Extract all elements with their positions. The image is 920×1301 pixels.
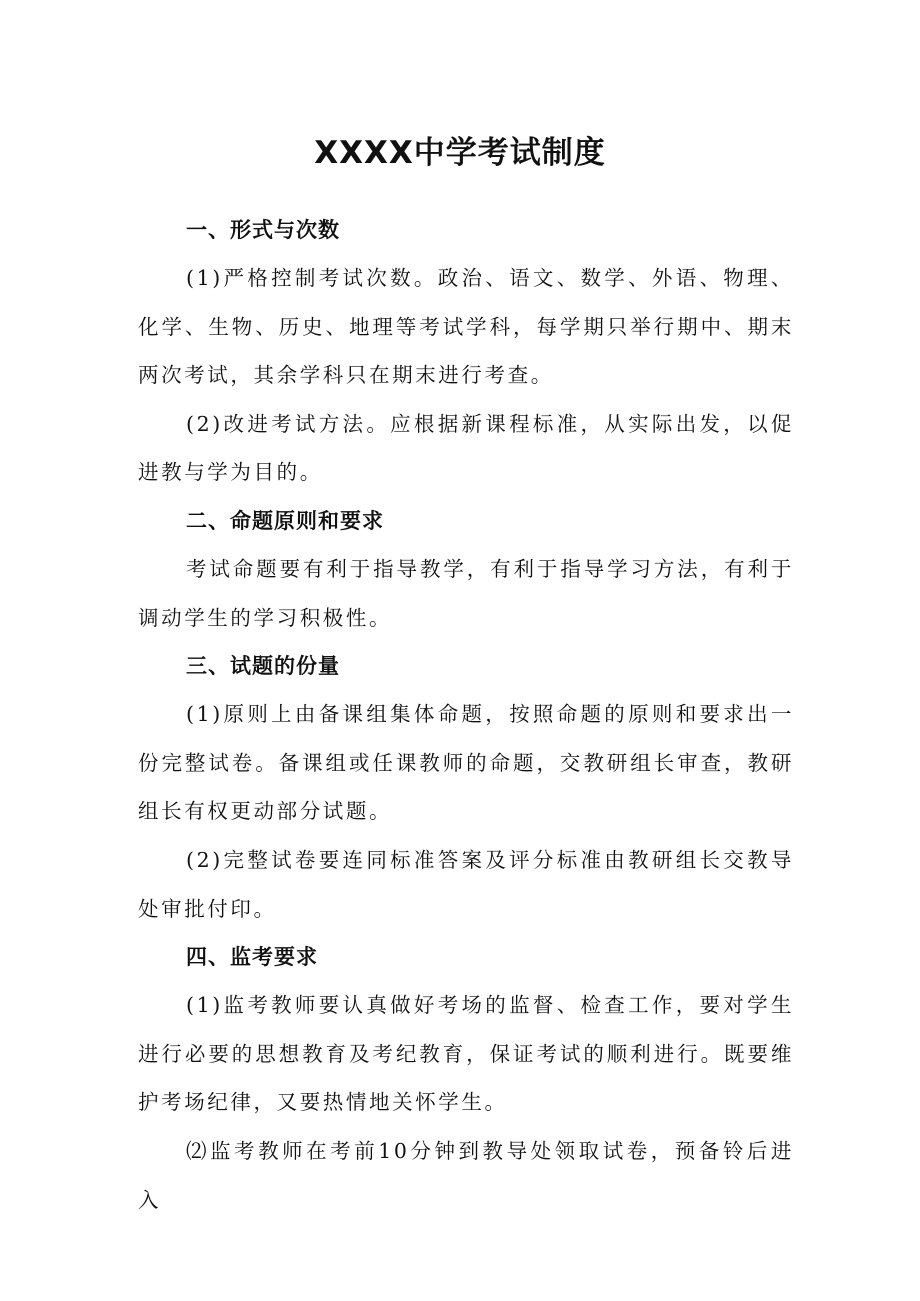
section-paragraph: ⑵监考教师在考前10分钟到教导处领取试卷，预备铃后进入 <box>138 1138 794 1212</box>
section-proposition-principles <box>138 497 794 642</box>
section-heading: 一、形式与次数 <box>186 218 340 242</box>
section-paragraph: (1)原则上由备课组集体命题，按照命题的原则和要求出一份完整试卷。备课组或任课教师的命题，交教研组长审查，教研组长有权更动部分试题。 <box>138 702 794 824</box>
section-paragraph: (2)改进考试方法。应根据新课程标准，从实际出发，以促进教与学为目的。 <box>138 411 794 485</box>
section-question-amount <box>138 642 794 933</box>
section-form-and-frequency <box>138 206 794 497</box>
section-heading: 三、试题的份量 <box>186 654 340 679</box>
document-body <box>138 206 794 1224</box>
section-paragraph: (1)监考教师要认真做好考场的监督、检查工作，要对学生进行必要的思想教育及考纪教育，保证考试的顺利进行。既要维护考场纪律，又要热情地关怀学生。 <box>138 993 794 1115</box>
section-invigilation-requirements <box>138 933 794 1224</box>
section-paragraph: 考试命题要有利于指导教学，有利于指导学习方法，有利于调动学生的学习积极性。 <box>138 556 794 630</box>
section-heading: 四、监考要求 <box>186 945 318 970</box>
section-heading: 二、命题原则和要求 <box>186 508 384 533</box>
section-paragraph: (1)严格控制考试次数。政治、语文、数学、外语、物理、化学、生物、历史、地理等考试学科，每学期只举行期中、期末两次考试，其余学科只在期末进行考查。 <box>138 266 794 388</box>
document-title: XXXX中学考试制度 <box>314 134 606 171</box>
section-paragraph: (2)完整试卷要连同标准答案及评分标准由教研组长交教导处审批付印。 <box>138 847 794 921</box>
